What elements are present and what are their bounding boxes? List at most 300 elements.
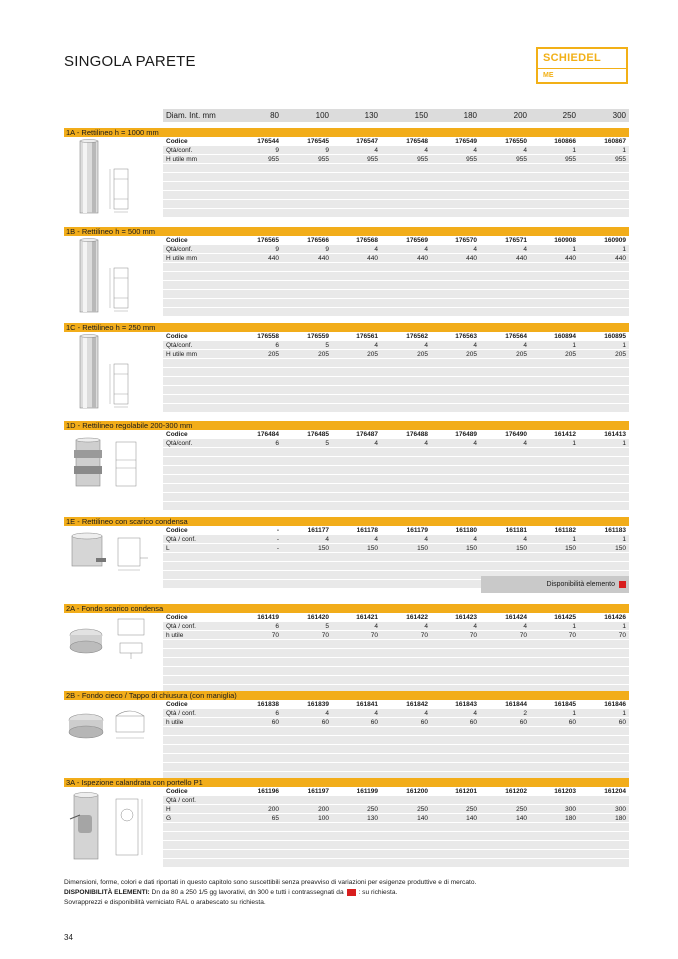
row-label: Codice <box>166 138 188 145</box>
table-cell: 4 <box>473 710 477 717</box>
table-cell: 1 <box>572 536 576 543</box>
table-cell: 205 <box>268 351 279 358</box>
section-title: 2A - Fondo scarico condensa <box>64 604 629 613</box>
table-cell: 70 <box>271 632 279 639</box>
table-row <box>163 308 629 317</box>
row-label: H utile mm <box>166 156 198 163</box>
table-cell: 65 <box>271 815 279 822</box>
table-cell: 70 <box>420 632 428 639</box>
table-row <box>163 544 629 553</box>
table-row <box>163 493 629 502</box>
table-row <box>163 341 629 350</box>
table-cell: 5 <box>325 440 329 447</box>
table-cell: 161422 <box>406 614 428 621</box>
table-row <box>163 640 629 649</box>
table-cell: 176550 <box>505 138 527 145</box>
table-row <box>163 841 629 850</box>
table-cell: 1 <box>622 536 626 543</box>
section-title: 1E - Rettilineo con scarico condensa <box>64 517 629 526</box>
table-row <box>163 796 629 805</box>
table-cell: - <box>276 527 279 534</box>
table-cell: 955 <box>318 156 329 163</box>
table-cell: 60 <box>271 719 279 726</box>
table-cell: 1 <box>572 342 576 349</box>
row-label: Qtà / conf. <box>166 710 196 717</box>
condensate-pipe-drawing <box>66 528 161 578</box>
row-label: Codice <box>166 333 188 340</box>
table-cell: 161199 <box>356 788 378 795</box>
product-illustration <box>66 238 161 319</box>
row-label: Qtà/conf. <box>166 440 193 447</box>
table-cell: 160895 <box>604 333 626 340</box>
availability-label: Disponibilità elemento <box>546 581 615 588</box>
table-cell: 150 <box>516 545 527 552</box>
table-row <box>163 290 629 299</box>
table-cell: 440 <box>417 255 428 262</box>
row-label: G <box>166 815 172 822</box>
table-cell: 205 <box>318 351 329 358</box>
table-cell: 440 <box>615 255 626 262</box>
table-cell: 161177 <box>307 527 329 534</box>
footer-notes <box>64 878 629 908</box>
row-label: Codice <box>166 431 188 438</box>
table-row <box>163 613 629 622</box>
table-row <box>163 457 629 466</box>
table-cell: 4 <box>473 342 477 349</box>
table-row <box>163 727 629 736</box>
table-cell: 161201 <box>455 788 477 795</box>
table-cell: 4 <box>473 147 477 154</box>
table-cell: 1 <box>572 623 576 630</box>
table-cell: 70 <box>469 632 477 639</box>
table-cell: 176568 <box>356 237 378 244</box>
table-row <box>163 448 629 457</box>
section-title: 2B - Fondo cieco / Tappo di chiusura (con maniglia) <box>64 691 629 700</box>
table-cell: 180 <box>565 815 576 822</box>
table-cell: 160894 <box>554 333 576 340</box>
table-cell: 250 <box>417 806 428 813</box>
table-cell: 4 <box>374 710 378 717</box>
table-cell: 176547 <box>356 138 378 145</box>
table-cell: 150 <box>417 545 428 552</box>
table-cell: 161196 <box>257 788 279 795</box>
table-cell: 205 <box>516 351 527 358</box>
straight-pipe-drawing <box>66 139 161 215</box>
table-cell: 176548 <box>406 138 428 145</box>
table-row <box>163 359 629 368</box>
table-cell: 60 <box>469 719 477 726</box>
table-cell: 176545 <box>307 138 329 145</box>
table-cell: 440 <box>516 255 527 262</box>
table-cell: 176488 <box>406 431 428 438</box>
table-cell: 4 <box>325 710 329 717</box>
row-label: H <box>166 806 171 813</box>
table-cell: 6 <box>275 710 279 717</box>
diameter-value: 80 <box>270 111 279 120</box>
table-cell: 200 <box>318 806 329 813</box>
table-cell: 205 <box>615 351 626 358</box>
table-cell: 161841 <box>356 701 378 708</box>
table-cell: 4 <box>473 623 477 630</box>
table-cell: 161420 <box>307 614 329 621</box>
diameter-header <box>163 109 629 122</box>
table-row <box>163 272 629 281</box>
table-row <box>163 805 629 814</box>
table-cell: 161203 <box>554 788 576 795</box>
table-cell: 176564 <box>505 333 527 340</box>
table-cell: 176484 <box>257 431 279 438</box>
table-cell: 176558 <box>257 333 279 340</box>
table-cell: 161200 <box>406 788 428 795</box>
product-illustration <box>66 702 161 757</box>
spec-table <box>163 236 629 317</box>
table-cell: 176571 <box>505 237 527 244</box>
row-label: Qtà / conf. <box>166 797 196 804</box>
table-cell: 100 <box>318 815 329 822</box>
table-cell: 4 <box>424 440 428 447</box>
table-row <box>163 466 629 475</box>
table-cell: 4 <box>424 147 428 154</box>
drain-cap-drawing <box>66 615 161 665</box>
table-row <box>163 155 629 164</box>
table-row <box>163 535 629 544</box>
row-label: Codice <box>166 237 188 244</box>
table-cell: 161843 <box>455 701 477 708</box>
diameter-value: 130 <box>364 111 378 120</box>
table-cell: 161413 <box>604 431 626 438</box>
table-cell: 160866 <box>554 138 576 145</box>
table-row <box>163 553 629 562</box>
table-row <box>163 736 629 745</box>
table-cell: 9 <box>275 147 279 154</box>
row-label: Qtà / conf. <box>166 623 196 630</box>
table-cell: 161204 <box>604 788 626 795</box>
table-cell: 161419 <box>257 614 279 621</box>
table-cell: 4 <box>374 147 378 154</box>
note-line-2: DISPONIBILITÀ ELEMENTI: Dn da 80 a 250 1/5 gg lavorativi, dn 300 e tutti i contrassegnati da : su richiesta. <box>64 889 398 896</box>
table-cell: - <box>276 536 279 543</box>
table-cell: 1 <box>572 246 576 253</box>
table-row <box>163 146 629 155</box>
table-row <box>163 718 629 727</box>
table-row <box>163 209 629 218</box>
table-cell: 6 <box>275 342 279 349</box>
product-illustration <box>66 139 161 220</box>
table-row <box>163 191 629 200</box>
table-cell: 160867 <box>604 138 626 145</box>
table-row <box>163 173 629 182</box>
table-row <box>163 763 629 772</box>
table-row <box>163 137 629 146</box>
section-title: 1A - Rettilineo h = 1000 mm <box>64 128 629 137</box>
diameter-value: 200 <box>513 111 527 120</box>
spec-table <box>163 613 629 694</box>
table-cell: 4 <box>523 623 527 630</box>
table-cell: 140 <box>516 815 527 822</box>
table-row <box>163 182 629 191</box>
page-number: 34 <box>64 933 73 942</box>
table-cell: 955 <box>367 156 378 163</box>
diameter-value: 250 <box>562 111 576 120</box>
diameter-value: 150 <box>414 111 428 120</box>
table-row <box>163 631 629 640</box>
table-row <box>163 667 629 676</box>
table-cell: 4 <box>424 710 428 717</box>
spec-table <box>163 787 629 868</box>
table-cell: 60 <box>568 719 576 726</box>
table-cell: 161426 <box>604 614 626 621</box>
table-cell: 70 <box>568 632 576 639</box>
table-row <box>163 254 629 263</box>
table-row <box>163 823 629 832</box>
table-cell: 161202 <box>505 788 527 795</box>
row-label: Codice <box>166 614 188 621</box>
table-cell: 250 <box>367 806 378 813</box>
spec-table <box>163 332 629 413</box>
product-illustration <box>66 528 161 583</box>
table-row <box>163 332 629 341</box>
table-cell: 161838 <box>257 701 279 708</box>
availability-legend <box>481 576 629 593</box>
table-cell: 130 <box>367 815 378 822</box>
table-row <box>163 814 629 823</box>
note-line-3: Sovrapprezzi e disponibilità verniciato RAL o arabescato su richiesta. <box>64 899 266 906</box>
row-label: h utile <box>166 719 184 726</box>
table-cell: 4 <box>523 342 527 349</box>
table-cell: 1 <box>572 440 576 447</box>
table-cell: 180 <box>615 815 626 822</box>
spec-table <box>163 430 629 511</box>
table-cell: 205 <box>466 351 477 358</box>
table-cell: 4 <box>473 440 477 447</box>
table-cell: 176562 <box>406 333 428 340</box>
table-cell: 9 <box>325 147 329 154</box>
product-illustration <box>66 615 161 670</box>
row-label: H utile mm <box>166 255 198 262</box>
table-row <box>163 859 629 868</box>
spec-table <box>163 137 629 218</box>
table-cell: 4 <box>374 536 378 543</box>
table-cell: 60 <box>321 719 329 726</box>
table-cell: 176563 <box>455 333 477 340</box>
table-row <box>163 439 629 448</box>
table-cell: 4 <box>523 536 527 543</box>
row-label: Qtà/conf. <box>166 147 193 154</box>
product-illustration <box>66 432 161 497</box>
table-cell: 4 <box>374 623 378 630</box>
table-cell: 205 <box>565 351 576 358</box>
table-row <box>163 368 629 377</box>
table-cell: 150 <box>318 545 329 552</box>
table-cell: 4 <box>523 246 527 253</box>
table-cell: 4 <box>523 440 527 447</box>
table-cell: 955 <box>516 156 527 163</box>
availability-marker <box>347 889 356 896</box>
table-row <box>163 281 629 290</box>
table-cell: 440 <box>466 255 477 262</box>
table-cell: 161845 <box>554 701 576 708</box>
table-cell: 176487 <box>356 431 378 438</box>
table-cell: 4 <box>374 246 378 253</box>
table-cell: 161846 <box>604 701 626 708</box>
table-cell: 161183 <box>604 527 626 534</box>
row-label: Qtà / conf. <box>166 536 196 543</box>
table-cell: 176569 <box>406 237 428 244</box>
table-cell: 9 <box>325 246 329 253</box>
product-illustration <box>66 789 161 870</box>
table-cell: 70 <box>370 632 378 639</box>
section-title: 3A - Ispezione calandrata con portello P1 <box>64 778 629 787</box>
table-cell: 1 <box>622 440 626 447</box>
table-cell: 440 <box>318 255 329 262</box>
table-cell: 955 <box>615 156 626 163</box>
table-cell: 161842 <box>406 701 428 708</box>
table-cell: 955 <box>466 156 477 163</box>
table-row <box>163 484 629 493</box>
table-cell: 176570 <box>455 237 477 244</box>
table-row <box>163 164 629 173</box>
section-title: 1D - Rettilineo regolabile 200-300 mm <box>64 421 629 430</box>
diameter-value: 100 <box>315 111 329 120</box>
table-row <box>163 754 629 763</box>
table-row <box>163 787 629 796</box>
table-cell: 161421 <box>356 614 378 621</box>
table-cell: 440 <box>367 255 378 262</box>
table-cell: 161178 <box>356 527 378 534</box>
table-cell: 140 <box>466 815 477 822</box>
table-row <box>163 350 629 359</box>
table-cell: 176559 <box>307 333 329 340</box>
product-illustration <box>66 334 161 415</box>
table-cell: 161425 <box>554 614 576 621</box>
table-cell: 205 <box>417 351 428 358</box>
schiedel-logo <box>536 47 628 84</box>
note-line-1: Dimensioni, forme, colori e dati riportati in questo capitolo sono suscettibili senza preavviso di variazioni per esigenze produttive e di mercato. <box>64 879 477 886</box>
diameter-label: Diam. Int. mm <box>166 111 216 120</box>
section-title: 1B - Rettilineo h = 500 mm <box>64 227 629 236</box>
table-row <box>163 236 629 245</box>
availability-marker <box>619 581 626 588</box>
table-cell: 5 <box>325 623 329 630</box>
table-cell: 6 <box>275 440 279 447</box>
table-cell: 60 <box>420 719 428 726</box>
logo-sub: ME <box>543 72 554 79</box>
table-cell: 955 <box>268 156 279 163</box>
row-label: Codice <box>166 788 188 795</box>
table-cell: 161179 <box>406 527 428 534</box>
table-cell: 70 <box>321 632 329 639</box>
table-row <box>163 404 629 413</box>
table-cell: 1 <box>622 710 626 717</box>
table-row <box>163 622 629 631</box>
table-cell: 1 <box>572 147 576 154</box>
table-cell: 150 <box>367 545 378 552</box>
table-row <box>163 395 629 404</box>
table-cell: 150 <box>466 545 477 552</box>
table-cell: 60 <box>370 719 378 726</box>
table-row <box>163 526 629 535</box>
table-row <box>163 658 629 667</box>
table-cell: 955 <box>417 156 428 163</box>
table-row <box>163 263 629 272</box>
row-label: L <box>166 545 170 552</box>
row-label: Codice <box>166 527 188 534</box>
table-row <box>163 430 629 439</box>
table-cell: 5 <box>325 342 329 349</box>
inspection-pipe-drawing <box>66 789 161 865</box>
table-cell: 161423 <box>455 614 477 621</box>
table-cell: 176566 <box>307 237 329 244</box>
diameter-value: 300 <box>612 111 626 120</box>
table-row <box>163 502 629 511</box>
row-label: h utile <box>166 632 184 639</box>
table-cell: 140 <box>417 815 428 822</box>
table-cell: 1 <box>622 147 626 154</box>
table-cell: 176489 <box>455 431 477 438</box>
table-cell: 176561 <box>356 333 378 340</box>
table-cell: - <box>276 545 279 552</box>
table-cell: 4 <box>473 536 477 543</box>
table-cell: 6 <box>275 623 279 630</box>
table-cell: 4 <box>424 536 428 543</box>
table-cell: 161182 <box>554 527 576 534</box>
table-cell: 4 <box>325 536 329 543</box>
table-cell: 200 <box>268 806 279 813</box>
table-row <box>163 200 629 209</box>
table-cell: 1 <box>622 342 626 349</box>
table-row <box>163 475 629 484</box>
table-cell: 60 <box>519 719 527 726</box>
table-cell: 60 <box>618 719 626 726</box>
table-cell: 4 <box>523 147 527 154</box>
table-cell: 176565 <box>257 237 279 244</box>
table-cell: 161181 <box>505 527 527 534</box>
table-cell: 150 <box>615 545 626 552</box>
table-row <box>163 245 629 254</box>
table-cell: 250 <box>516 806 527 813</box>
table-row <box>163 386 629 395</box>
table-cell: 4 <box>424 623 428 630</box>
table-cell: 161197 <box>307 788 329 795</box>
table-row <box>163 745 629 754</box>
table-row <box>163 700 629 709</box>
table-cell: 161412 <box>554 431 576 438</box>
table-cell: 160909 <box>604 237 626 244</box>
table-cell: 4 <box>424 246 428 253</box>
table-cell: 70 <box>618 632 626 639</box>
page-title: SINGOLA PARETE <box>64 53 196 70</box>
row-label: Qtà/conf. <box>166 342 193 349</box>
row-label: H utile mm <box>166 351 198 358</box>
table-row <box>163 299 629 308</box>
table-row <box>163 649 629 658</box>
diameter-value: 180 <box>463 111 477 120</box>
table-cell: 176485 <box>307 431 329 438</box>
row-label: Codice <box>166 701 188 708</box>
table-cell: 250 <box>466 806 477 813</box>
table-row <box>163 832 629 841</box>
table-cell: 300 <box>615 806 626 813</box>
table-row <box>163 377 629 386</box>
table-cell: 161844 <box>505 701 527 708</box>
row-label: Qtà/conf. <box>166 246 193 253</box>
table-cell: 4 <box>374 342 378 349</box>
table-cell: 176490 <box>505 431 527 438</box>
table-cell: 161424 <box>505 614 527 621</box>
table-cell: 9 <box>275 246 279 253</box>
straight-pipe-drawing <box>66 238 161 314</box>
logo-brand: SCHIEDEL <box>538 49 626 69</box>
